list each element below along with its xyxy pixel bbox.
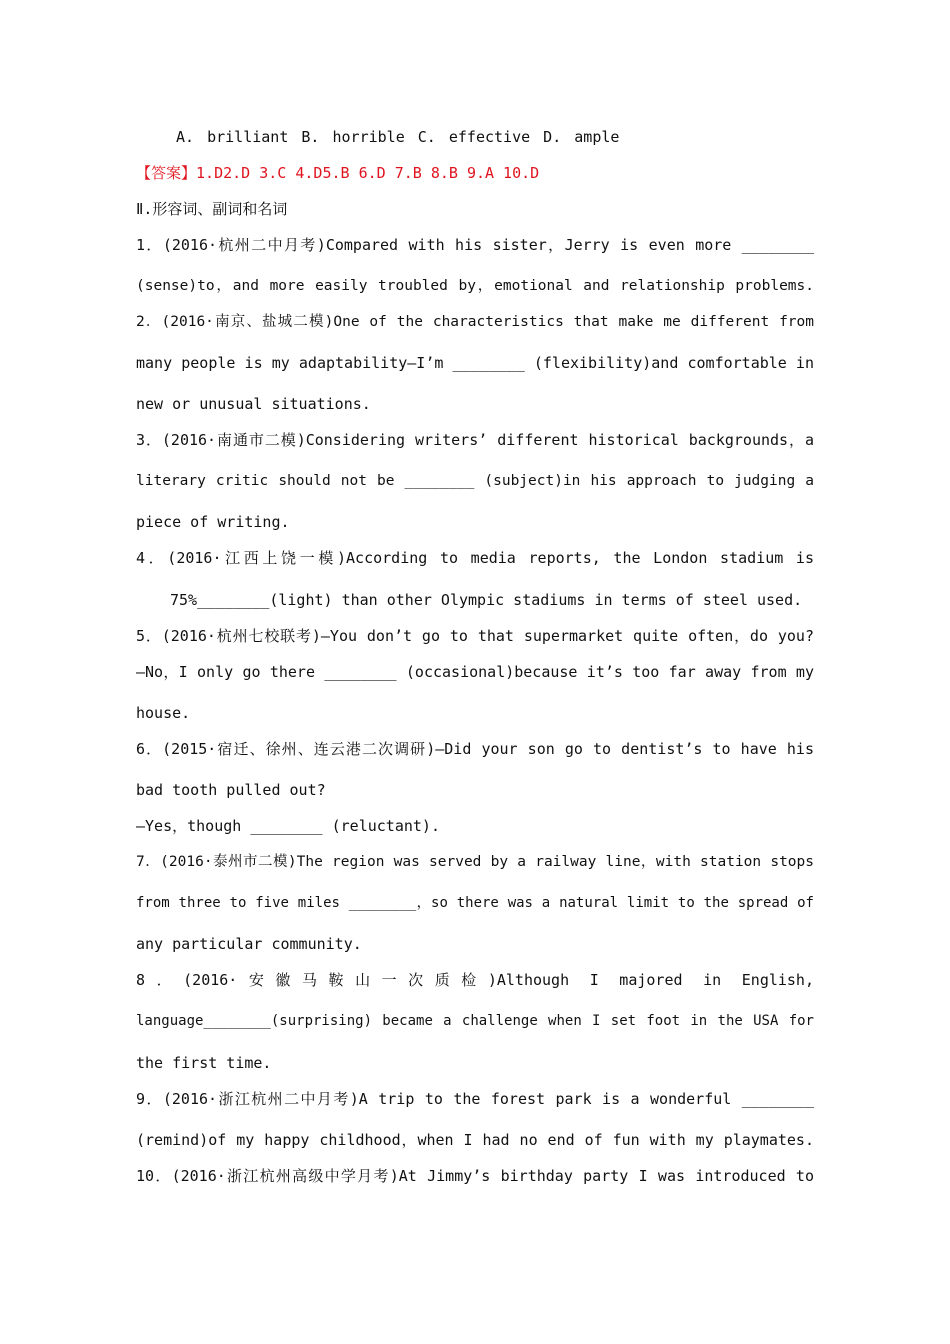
text-line: new or unusual situations. — [136, 395, 371, 413]
answer-text: 1.D2.D 3.C 4.D5.B 6.D 7.B 8.B 9.A 10.D — [196, 164, 540, 182]
text-line: house. — [136, 704, 191, 722]
text-line: 5．(2016·杭州七校联考)—You don’t go to that supermarket quite often，do you? — [136, 627, 814, 645]
text-line: any particular community. — [136, 935, 362, 953]
text-line: language________(surprising) became a challenge when I set foot in the USA for — [136, 1013, 814, 1029]
text-line: —No，I only go there ________ (occasional)because it’s too far away from my — [136, 663, 814, 681]
text-line: 4．(2016·江西上饶一模)According to media reports, the London stadium is — [136, 549, 814, 567]
text-line: 2．(2016·南京、盐城二模)One of the characteristics that make me different from — [136, 314, 814, 330]
text-line: (remind)of my happy childhood，when I had no end of fun with my playmates. — [136, 1131, 814, 1149]
answer-label: 【答案】 — [136, 164, 197, 182]
text-line: piece of writing. — [136, 513, 290, 531]
text-line: 3．(2016·南通市二模)Considering writers’ different historical backgrounds，a — [136, 431, 814, 449]
text-line: 8．(2016·安徽马鞍山一次质检)Although I majored in English, — [136, 971, 814, 989]
answer-key — [136, 163, 814, 183]
text-line: 6．(2015·宿迁、徐州、连云港二次调研)—Did your son go to dentist’s to have his — [136, 740, 814, 758]
text-line: literary critic should not be ________ (subject)in his approach to judging a — [136, 473, 814, 489]
answer-options-line: A. brilliant B. horrible C. effective D. ample — [176, 128, 620, 146]
text-line: the first time. — [136, 1054, 272, 1072]
text-line: 9．(2016·浙江杭州二中月考)A trip to the forest park is a wonderful ________ — [136, 1090, 814, 1108]
text-line: (sense)to，and more easily troubled by，emotional and relationship problems. — [136, 278, 814, 294]
text-line: many people is my adaptability—I’m ________ (flexibility)and comfortable in — [136, 354, 814, 372]
text-line: 75%________(light) than other Olympic stadiums in terms of steel used. — [170, 591, 803, 609]
text-line: 7．(2016·泰州市二模)The region was served by a railway line，with station stops — [136, 854, 814, 870]
text-line: 10．(2016·浙江杭州高级中学月考)At Jimmy’s birthday party I was introduced to — [136, 1167, 814, 1185]
text-line: bad tooth pulled out? — [136, 781, 326, 799]
section-heading: Ⅱ.形容词、副词和名词 — [136, 200, 288, 218]
text-line: 1．(2016·杭州二中月考)Compared with his sister，Jerry is even more ________ — [136, 236, 814, 254]
text-line: from three to five miles ________，so there was a natural limit to the spread of — [136, 895, 814, 911]
text-line: —Yes，though ________ (reluctant). — [136, 817, 440, 835]
